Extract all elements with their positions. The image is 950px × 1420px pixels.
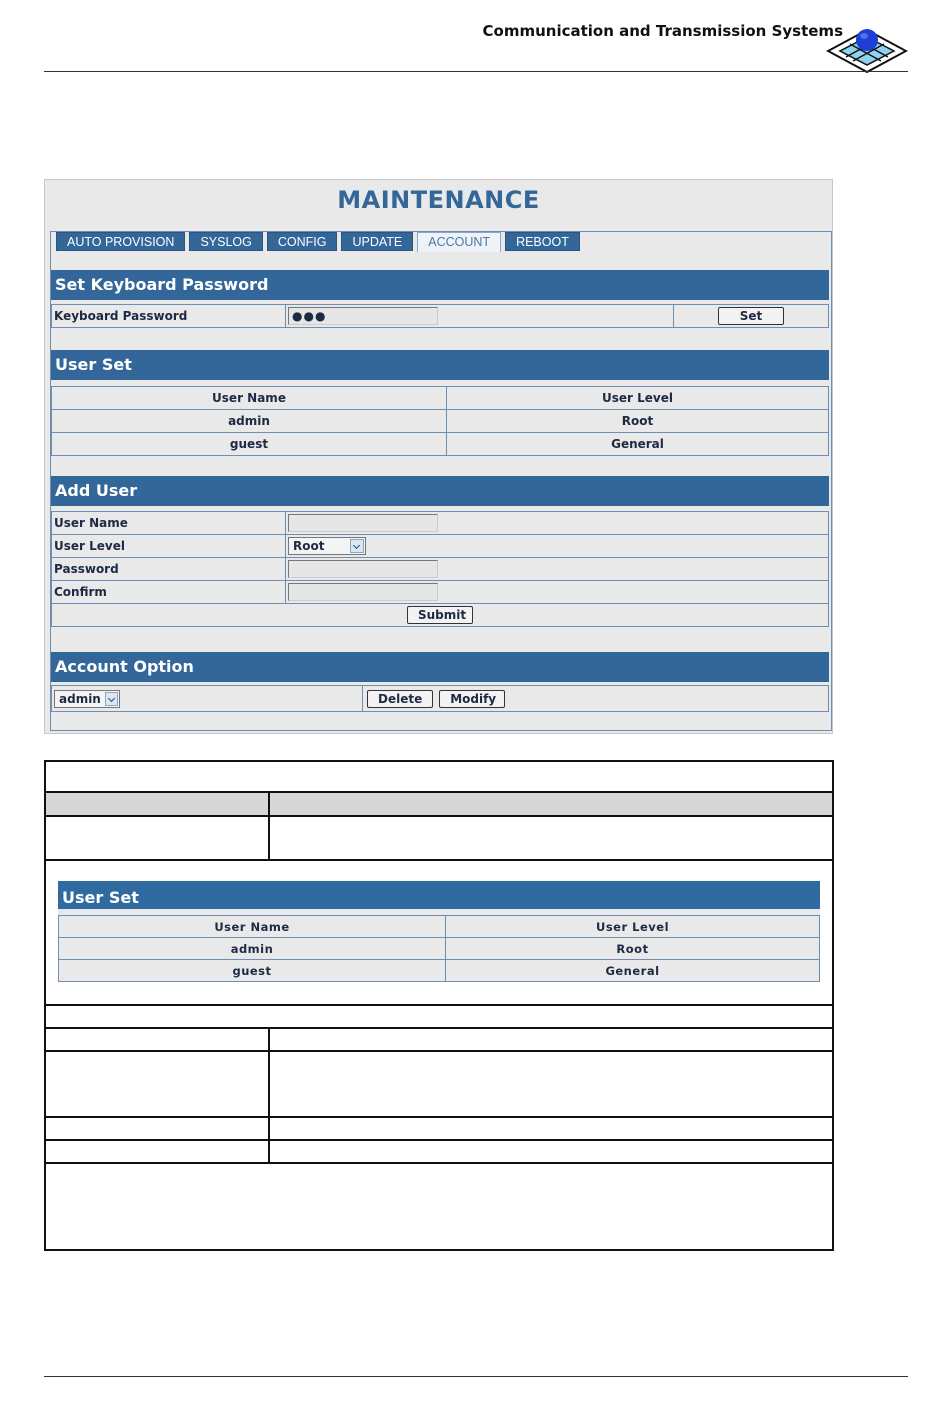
user-level-label: User Level: [52, 535, 286, 558]
password-label: Password: [52, 558, 286, 581]
table-row: [59, 938, 820, 960]
tab-bar: [56, 232, 580, 252]
confirm-label: Confirm: [52, 581, 286, 604]
column-header-user-name: User Name: [52, 387, 447, 410]
user-name-input[interactable]: [288, 514, 438, 532]
table-rule: [46, 859, 832, 861]
user-set-inset: [58, 881, 820, 982]
add-user-table: [51, 511, 829, 627]
user-level-cell: Root: [446, 938, 820, 960]
account-selected-value: admin: [59, 691, 101, 706]
user-name-cell: admin: [59, 938, 446, 960]
user-name-cell: guest: [52, 433, 447, 456]
password-input[interactable]: [288, 560, 438, 578]
user-level-select[interactable]: [288, 537, 366, 555]
panel-title: MAINTENANCE: [337, 186, 540, 214]
modify-button[interactable]: Modify: [439, 690, 505, 708]
user-level-cell: Root: [447, 410, 829, 433]
table-rule: [46, 1116, 832, 1118]
table-column-rule: [268, 1027, 270, 1163]
chevron-down-icon: [350, 539, 364, 553]
section-heading-keyboard-password: Set Keyboard Password: [51, 270, 829, 300]
maintenance-panel: [44, 179, 833, 734]
section-heading-add-user: Add User: [51, 476, 829, 506]
inset-user-set-table: [58, 915, 820, 982]
account-select[interactable]: [54, 690, 120, 708]
document-table: [44, 760, 834, 1251]
user-set-table: [51, 386, 829, 456]
inset-heading-user-set: User Set: [58, 881, 820, 909]
user-name-cell: admin: [52, 410, 447, 433]
table-rule: [46, 815, 832, 817]
column-header-user-name: User Name: [59, 916, 446, 938]
table-rule: [46, 791, 832, 793]
tab-account[interactable]: ACCOUNT: [417, 232, 501, 252]
footer-rule: [44, 1376, 908, 1377]
table-header-row: [52, 387, 829, 410]
user-level-cell: General: [446, 960, 820, 982]
section-heading-account-option: Account Option: [51, 652, 829, 682]
table-rule: [46, 1162, 832, 1164]
table-rule: [46, 1027, 832, 1029]
user-name-cell: guest: [59, 960, 446, 982]
user-level-cell: General: [447, 433, 829, 456]
company-logo-icon: [826, 22, 908, 74]
tab-auto-provision[interactable]: AUTO PROVISION: [56, 232, 185, 251]
chevron-down-icon: [105, 692, 118, 706]
column-header-user-level: User Level: [446, 916, 820, 938]
header-rule: [44, 71, 908, 72]
document-header-title: Communication and Transmission Systems: [482, 22, 843, 40]
confirm-password-input[interactable]: [288, 583, 438, 601]
tab-syslog[interactable]: SYSLOG: [189, 232, 262, 251]
delete-button[interactable]: Delete: [367, 690, 433, 708]
table-row: [59, 960, 820, 982]
table-row: [52, 410, 829, 433]
tab-config[interactable]: CONFIG: [267, 232, 338, 251]
user-level-selected-value: Root: [293, 539, 325, 553]
submit-button[interactable]: Submit: [407, 606, 473, 624]
table-rule: [46, 1139, 832, 1141]
table-column-rule: [268, 793, 270, 860]
column-header-user-level: User Level: [447, 387, 829, 410]
set-button[interactable]: Set: [718, 307, 784, 325]
table-rule: [46, 1004, 832, 1006]
user-name-label: User Name: [52, 512, 286, 535]
tab-reboot[interactable]: REBOOT: [505, 232, 580, 251]
keyboard-password-table: [51, 304, 829, 328]
table-header-shading: [46, 793, 832, 815]
section-heading-user-set: User Set: [51, 350, 829, 380]
table-row: [52, 433, 829, 456]
table-rule: [46, 1050, 832, 1052]
table-header-row: [59, 916, 820, 938]
keyboard-password-label: Keyboard Password: [52, 305, 286, 328]
tab-update[interactable]: UPDATE: [341, 232, 413, 251]
keyboard-password-input[interactable]: ●●●: [288, 307, 438, 325]
account-option-table: [51, 685, 829, 712]
